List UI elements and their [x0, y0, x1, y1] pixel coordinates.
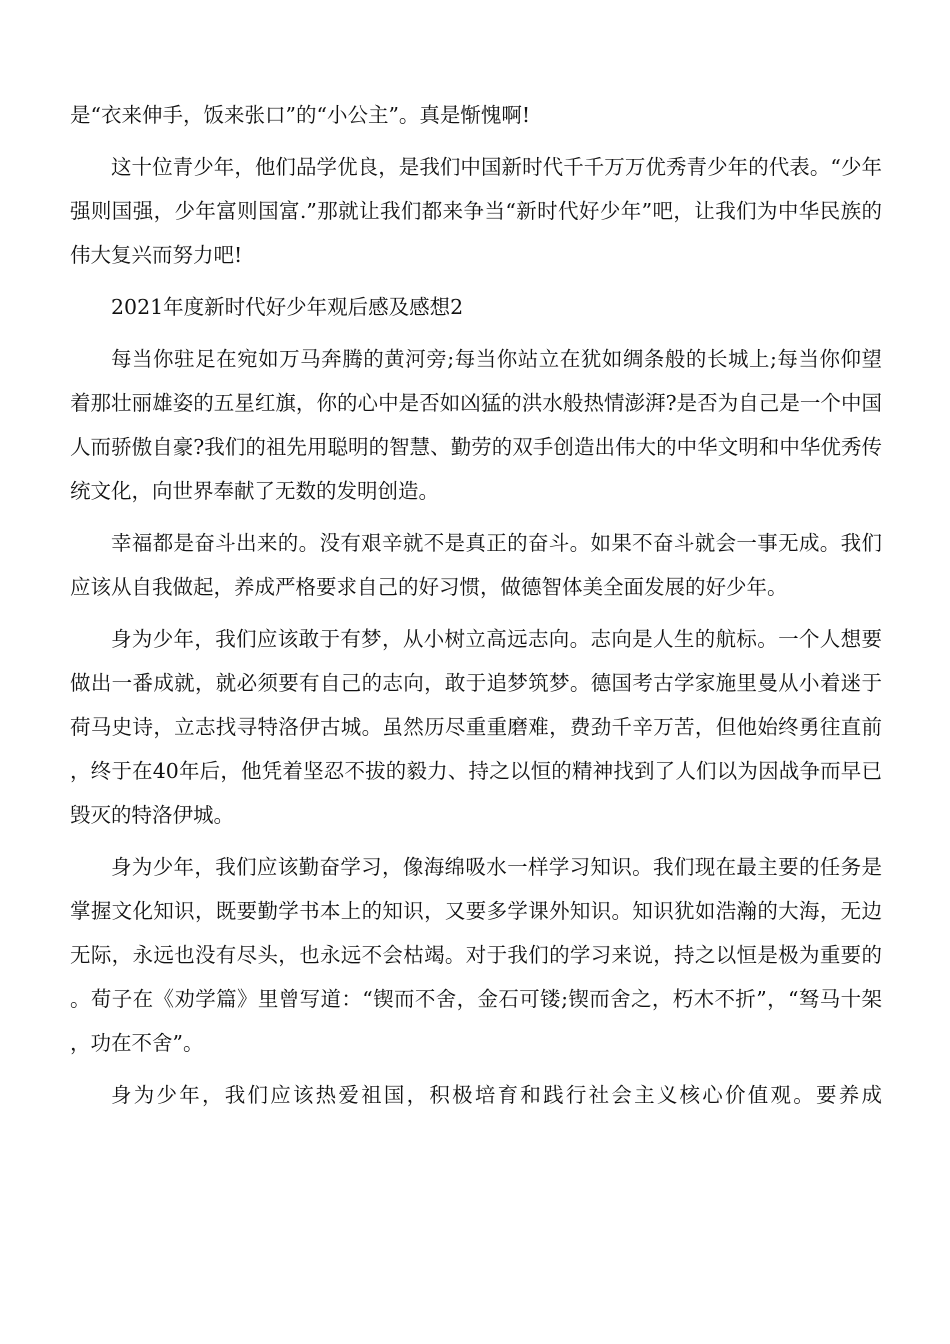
paragraph-3: 每当你驻足在宛如万马奔腾的黄河旁;每当你站立在犹如绸条般的长城上;每当你仰望着那壮丽雄姿的五星红旗，你的心中是否如凶猛的洪水般热情澎湃?是否为自己是一个中国人而骄傲自豪?我们的祖先用聪明的智慧、勤劳的双手创造出伟大的中华文明和中华优秀传统文化，向世界奉献了无数的发明创造。	[70, 347, 882, 503]
paragraph-6: 身为少年，我们应该勤奋学习，像海绵吸水一样学习知识。我们现在最主要的任务是掌握文化知识，既要勤学书本上的知识，又要多学课外知识。知识犹如浩瀚的大海，无边无际，永远也没有尽头，也永远不会枯竭。对于我们的学习来说，持之以恒是极为重要的。荀子在《劝学篇》里曾写道：“锲而不舍，金石可镂;锲而舍之，朽木不折”，“驽马十架，功在不舍”。	[70, 855, 882, 1055]
paragraph-1: 是“衣来伸手，饭来张口”的“小公主”。真是惭愧啊!	[70, 103, 531, 127]
paragraph-7: 身为少年，我们应该热爱祖国，积极培育和践行社会主义核心价值观。要养成	[111, 1083, 882, 1107]
paragraph-5: 身为少年，我们应该敢于有梦，从小树立高远志向。志向是人生的航标。一个人想要做出一番成就，就必须要有自己的志向，敢于追梦筑梦。德国考古学家施里曼从小着迷于荷马史诗，立志找寻特洛伊古城。虽然历尽重重磨难，费劲千辛万苦，但他始终勇往直前，终于在40年后，他凭着坚忍不拔的毅力、持之以恒的精神找到了人们以为因战争而早已毁灭的特洛伊城。	[70, 627, 882, 827]
document-page	[70, 93, 882, 1125]
section-heading: 2021年度新时代好少年观后感及感想2	[111, 295, 464, 319]
paragraph-4: 幸福都是奋斗出来的。没有艰辛就不是真正的奋斗。如果不奋斗就会一事无成。我们应该从自我做起，养成严格要求自己的好习惯，做德智体美全面发展的好少年。	[70, 531, 882, 599]
paragraph-2: 这十位青少年，他们品学优良，是我们中国新时代千千万万优秀青少年的代表。“少年强则国强，少年富则国富.”那就让我们都来争当“新时代好少年”吧，让我们为中华民族的伟大复兴而努力吧!	[70, 155, 882, 267]
